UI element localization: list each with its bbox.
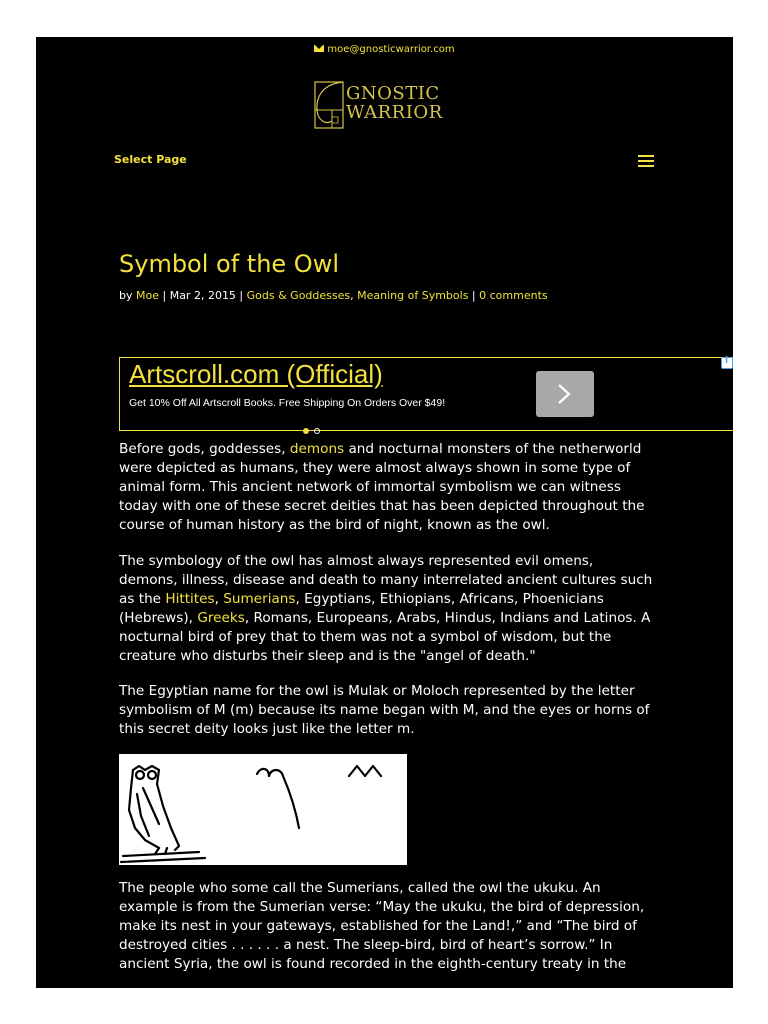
p2-text-b: , Egyptians, Ethiopians, Africans, Phoenicians (Hebrews),	[119, 591, 604, 626]
paragraph-1	[119, 440, 654, 535]
p2-comma: ,	[214, 591, 224, 607]
ad-banner[interactable]	[119, 357, 733, 431]
logo-line2: WARRIOR	[346, 102, 443, 123]
paragraph-2	[119, 552, 654, 666]
select-page-nav[interactable]: Select Page	[114, 153, 187, 166]
meta-date: | Mar 2, 2015 |	[159, 289, 247, 302]
meta-comma: ,	[350, 289, 358, 302]
hamburger-menu-icon[interactable]	[638, 155, 654, 168]
p2-text-c: , Romans, Europeans, Arabs, Hindus, Indians and Latinos. A nocturnal bird of prey that to them was not a symbol of wisdom, but the creature who disturbs their sleep and is the "angel of death."	[119, 610, 651, 664]
logo-line1: GNOSTIC	[346, 83, 440, 104]
email-link[interactable]: moe@gnosticwarrior.com	[327, 44, 455, 55]
ad-description: Get 10% Off All Artscroll Books. Free Shipping On Orders Over $49!	[129, 397, 446, 409]
logo-text	[346, 84, 443, 122]
site-logo[interactable]	[314, 81, 444, 129]
greeks-link[interactable]: Greeks	[197, 610, 245, 626]
owl-hieroglyph-image	[119, 754, 407, 865]
author-link[interactable]: Moe	[136, 289, 159, 302]
ad-dot-active[interactable]	[303, 428, 309, 434]
header-email[interactable]	[36, 44, 733, 55]
page-container	[36, 37, 733, 988]
p1-text-b: and nocturnal monsters of the netherworld were depicted as humans, they were almost always shown in some type of animal form. This ancient network of immortal symbolism we can witness today with one of these secret deities that has been depicted throughout the course of human history as the bird of night, known as the owl.	[119, 441, 645, 533]
chevron-right-icon	[557, 383, 571, 405]
ad-title-link[interactable]: Artscroll.com (Official)	[129, 359, 383, 389]
paragraph-3: The Egyptian name for the owl is Mulak or Moloch represented by the letter symbolism of M (m) because its name began with M, and the eyes or horns of this secret deity looks just like the letter m.	[119, 683, 650, 737]
owl-hieroglyph-icon	[119, 754, 407, 865]
ad-info-icon[interactable]	[721, 357, 733, 369]
hittites-link[interactable]: Hittites	[165, 591, 215, 607]
post-meta	[119, 289, 548, 302]
envelope-icon	[314, 45, 324, 52]
category-link-symbols[interactable]: Meaning of Symbols	[357, 289, 469, 302]
ad-pagination	[303, 419, 325, 438]
p1-text-a: Before gods, goddesses,	[119, 441, 290, 457]
category-link-gods[interactable]: Gods & Goddesses	[246, 289, 351, 302]
meta-by: by	[119, 289, 136, 302]
p2-text-a: The symbology of the owl has almost always represented evil omens, demons, illness, disease and death to many interrelated ancient cultures such as the	[119, 553, 653, 607]
meta-separator: |	[468, 289, 480, 302]
demons-link[interactable]: demons	[289, 441, 345, 457]
ad-dot[interactable]	[314, 428, 320, 434]
logo-icon	[314, 81, 344, 129]
article-title: Symbol of the Owl	[119, 250, 339, 278]
comments-link[interactable]: 0 comments	[479, 289, 548, 302]
ad-next-button[interactable]	[536, 371, 594, 417]
sumerians-link[interactable]: Sumerians	[223, 591, 296, 607]
paragraph-4: The people who some call the Sumerians, called the owl the ukuku. An example is from the Sumerian verse: “May the ukuku, the bird of depression, make its nest in your gateways, established for the Land!,” and “The bird of destroyed cities . . . . . . a nest. The sleep-bird, bird of heart’s sorrow.” In ancient Syria, the owl is found recorded in the eighth-century treaty in the	[119, 880, 645, 972]
